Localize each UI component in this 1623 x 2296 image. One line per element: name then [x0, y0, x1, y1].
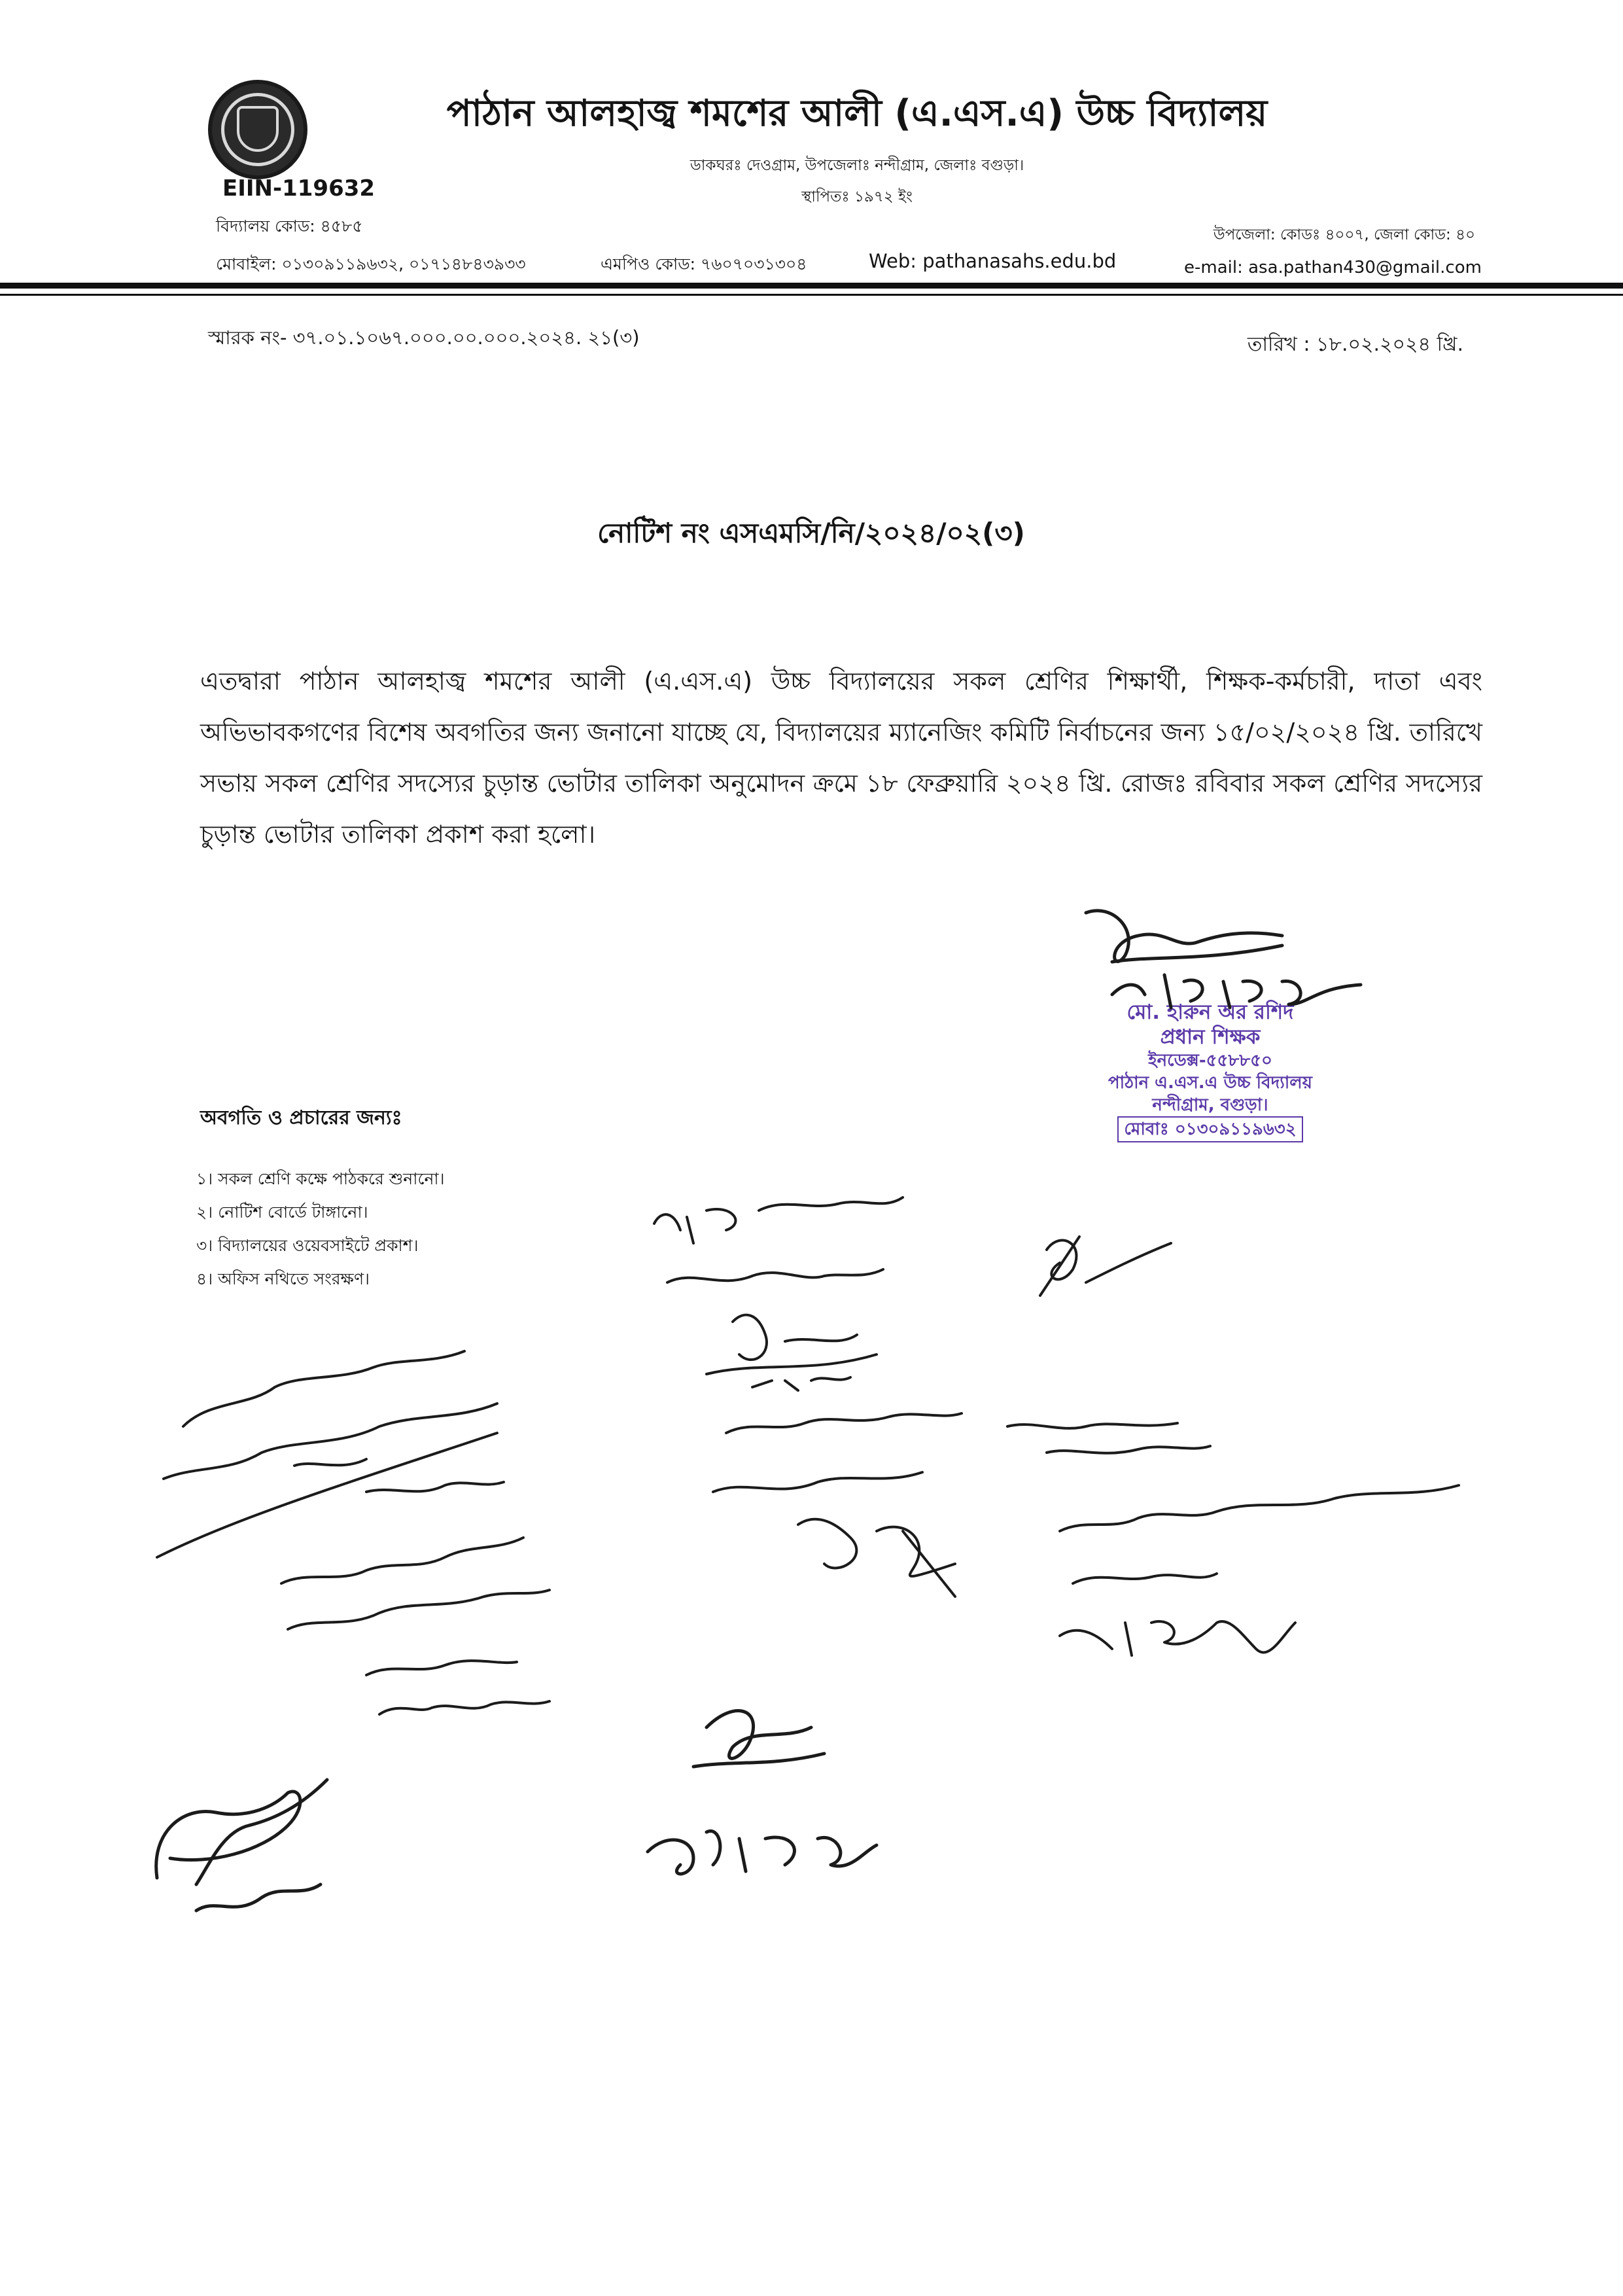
- signatory-school: পাঠান এ.এস.এ উচ্চ বিদ্যালয়: [1108, 1073, 1312, 1093]
- signatory-designation: প্রধান শিক্ষক: [1160, 1025, 1261, 1049]
- headmaster-signature: [1086, 911, 1361, 1008]
- memo-date: তারিখ : ১৮.০২.২০২৪ খ্রি.: [1247, 333, 1463, 356]
- list-item: ১। সকল শ্রেণি কক্ষে পাঠকরে শুনানো।: [196, 1169, 445, 1188]
- mpo-code: এমপিও কোড: ৭৬০৭০৩১৩০৪: [601, 255, 807, 274]
- signatory-location: নন্দীগ্রাম, বগুড়া।: [1152, 1095, 1268, 1115]
- website: Web: pathanasahs.edu.bd: [869, 250, 1117, 272]
- list-item: ২। নোটিশ বোর্ডে টাঙ্গানো।: [196, 1203, 368, 1222]
- handwritten-remark-1: [654, 1197, 962, 1597]
- established-year: স্থাপিতঃ ১৯৭২ ইং: [801, 188, 913, 205]
- signatory-index: ইনডেক্স-৫৫৮৮৫০: [1148, 1051, 1272, 1070]
- school-code: বিদ্যালয় কোড: ৪৫৮৫: [216, 217, 363, 236]
- signatory-mobile: মোবাঃ ০১৩০৯১১৯৬৩২: [1117, 1116, 1302, 1142]
- eiin-number: EIIN-119632: [222, 175, 375, 202]
- notice-body: এতদ্বারা পাঠান আলহাজ্ব শমশের আলী (এ.এস.এ) উচ্চ বিদ্যালয়ের সকল শ্রেণির শিক্ষার্থী, শিক্ষক-কর্মচারী, দাতা এবং অভিভাবকগণের বিশেষ অবগতির জন্য জনানো যাচ্ছে যে, বিদ্যালয়ের ম্যানেজিং কমিটি নির্বাচনের জন্য ১৫/০২/২০২৪ খ্রি. তারিখে সভায় সকল শ্রেণির সদস্যের চুড়ান্ত ভোটার তালিকা অনুমোদন ক্রমে ১৮ ফেব্রুয়ারি ২০২৪ খ্রি. রোজঃ রবিবার সকল শ্রেণির সদস্যের চুড়ান্ত ভোটার তালিকা প্রকাশ করা হলো।: [200, 667, 1482, 849]
- signatory-name: মো. হারুন অর রশিদ: [1126, 1000, 1294, 1024]
- email-address: e-mail: asa.pathan430@gmail.com: [1184, 258, 1482, 277]
- handwritten-remark-5: [648, 1711, 877, 1874]
- school-address: ডাকঘরঃ দেওগ্রাম, উপজেলাঃ নন্দীগ্রাম, জেলাঃ বগুড়া।: [689, 157, 1024, 174]
- handwritten-remark-3: [157, 1351, 550, 1714]
- handwritten-remark-4: [156, 1780, 327, 1911]
- memo-reference: স্মারক নং- ৩৭.০১.১০৬৭.০০০.০০.০০০.২০২৪. ২১(৩): [208, 327, 640, 349]
- list-item: ৩। বিদ্যালয়ের ওয়েবসাইটে প্রকাশ।: [196, 1236, 419, 1255]
- handwritten-remark-2: [1007, 1237, 1459, 1655]
- list-item: ৪। অফিস নথিতে সংরক্ষণ।: [196, 1269, 370, 1288]
- mobile-numbers: মোবাইল: ০১৩০৯১১৯৬৩২, ০১৭১৪৮৪৩৯৩৩: [216, 255, 526, 274]
- school-name: পাঠান আলহাজ্ব শমশের আলী (এ.এস.এ) উচ্চ বিদ্যালয়: [446, 92, 1268, 135]
- upazila-code: উপজেলা: কোডঃ ৪০০৭, জেলা কোড: ৪০: [1213, 226, 1475, 243]
- notice-title: নোটিশ নং এসএমসি/নি/২০২৪/০২(৩): [597, 517, 1025, 549]
- distribution-heading: অবগতি ও প্রচারের জন্যঃ: [200, 1106, 402, 1129]
